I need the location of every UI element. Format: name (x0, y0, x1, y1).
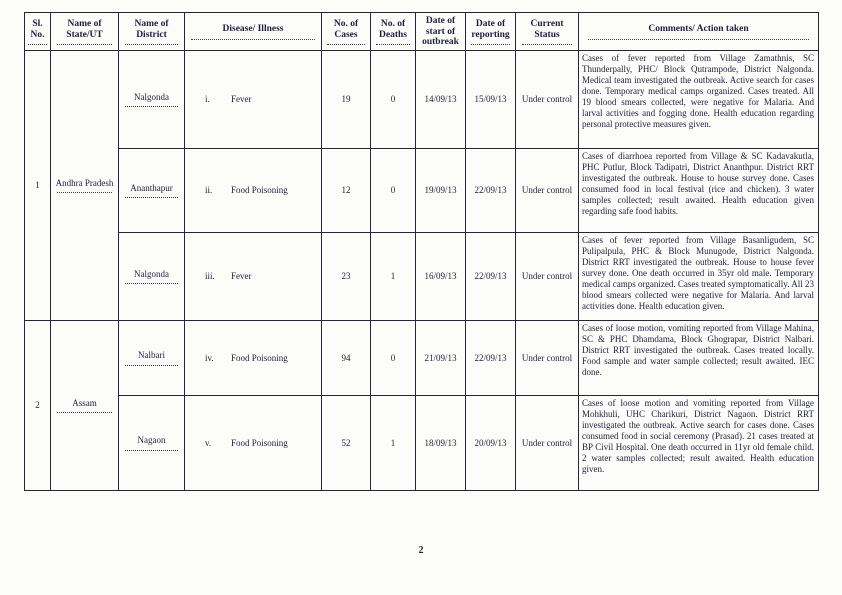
district-name: Nalbari (138, 350, 165, 361)
dotted-leader (191, 36, 315, 40)
start-date-cell: 18/09/13 (416, 396, 466, 491)
disease-name: Fever (231, 94, 252, 105)
disease-index: iii. (205, 271, 215, 282)
cases-cell: 94 (322, 321, 371, 396)
disease-index: v. (205, 437, 212, 448)
disease-cell (185, 233, 322, 321)
sl-no: 1 (35, 180, 40, 191)
dotted-leader (125, 103, 177, 107)
table-row (25, 233, 819, 321)
district-name: Ananthapur (130, 182, 173, 193)
sl-no: 2 (35, 400, 40, 411)
disease-name: Food Poisoning (231, 437, 288, 448)
dotted-leader (125, 194, 177, 198)
state-cell (51, 321, 119, 491)
disease-cell (185, 321, 322, 396)
reporting-date-cell: 22/09/13 (466, 233, 516, 321)
district-cell (119, 51, 185, 149)
header-label: No. of Deaths (379, 18, 407, 40)
table-row (25, 321, 819, 396)
header-disease (185, 13, 322, 51)
deaths-cell: 0 (371, 149, 416, 233)
disease-name: Fever (231, 271, 252, 282)
status-cell: Under control (516, 233, 579, 321)
comments-cell: Cases of loose motion and vomiting reported from Village Mohkhuli, UHC Charikuri, District Nagaon. District RRT investigated the outbreak. Active search for cases done. Cases consumed food in social ceremony (Prasad). 21 cases treated at BP Civil Hospital. One death occurred in 11yr old female child. 2 water samples collected; result awaited. Health education given. (579, 396, 819, 491)
status-cell: Under control (516, 149, 579, 233)
header-state (51, 13, 119, 51)
table-row (25, 51, 819, 149)
cases-cell: 52 (322, 396, 371, 491)
disease-index: ii. (205, 185, 213, 196)
start-date-cell: 14/09/13 (416, 51, 466, 149)
header-label: Date of reporting (471, 18, 510, 40)
header-deaths (371, 13, 416, 51)
dotted-leader (376, 41, 410, 45)
sl-no-cell (25, 321, 51, 491)
status-cell: Under control (516, 51, 579, 149)
dotted-leader (522, 41, 572, 45)
district-cell (119, 321, 185, 396)
header-cases (322, 13, 371, 51)
district-name: Nalgonda (134, 91, 169, 102)
dotted-leader (471, 41, 510, 45)
dotted-leader (57, 41, 111, 45)
header-reporting-date (466, 13, 516, 51)
sl-no-cell (25, 51, 51, 321)
header-start-date (416, 13, 466, 51)
status-cell: Under control (516, 321, 579, 396)
dotted-leader (125, 447, 177, 451)
dotted-leader (57, 189, 111, 193)
deaths-cell: 0 (371, 51, 416, 149)
outbreak-report-table (24, 12, 819, 491)
district-cell (119, 149, 185, 233)
dotted-leader (125, 362, 177, 366)
cases-cell: 12 (322, 149, 371, 233)
dotted-leader (28, 41, 46, 45)
header-label: Comments/ Action taken (648, 24, 749, 35)
table-row (25, 149, 819, 233)
disease-index: iv. (205, 352, 214, 363)
deaths-cell: 0 (371, 321, 416, 396)
district-cell (119, 396, 185, 491)
deaths-cell: 1 (371, 233, 416, 321)
disease-cell (185, 51, 322, 149)
state-cell (51, 51, 119, 321)
header-label: Sl. No. (30, 18, 45, 40)
district-cell (119, 233, 185, 321)
header-label: Current Status (530, 18, 564, 40)
comments-cell: Cases of loose motion, vomiting reported from Village Mahina, SC & PHC Dhamdama, Block Ghograpar, District Nalbari. District RRT investigated the outbreak. Cases treated locally. Food sample and water sample collected; result awaited. IEC done. (579, 321, 819, 396)
disease-name: Food Poisoning (231, 352, 288, 363)
comments-cell: Cases of diarrhoea reported from Village & SC Kadavakutla, PHC Putlur, Block Tadipatri, District Ananthpur. District RRT investigated the outbreak. House to house survey done. Cases consumed food in local festival (rice and chicken). 3 water samples collected; result awaited. Health education given regarding safe food habits. (579, 149, 819, 233)
comments-cell: Cases of fever reported from Village Zamathnis, SC Thunderpally, PHC/ Block Qutrampode, District Nalgonda. Medical team investigated the outbreak. Active search for cases done. Temporary medical camps organized. Cases treated. All 19 blood smears collected, were negative for Malaria. And larval activities and fogging done. Health education regarding personal protective measures given. (579, 51, 819, 149)
deaths-cell: 1 (371, 396, 416, 491)
reporting-date-cell: 20/09/13 (466, 396, 516, 491)
header-label: No. of Cases (333, 18, 359, 40)
disease-cell (185, 149, 322, 233)
dotted-leader (57, 409, 111, 413)
header-label: Date of start of outbreak (422, 15, 459, 48)
start-date-cell: 16/09/13 (416, 233, 466, 321)
reporting-date-cell: 22/09/13 (466, 149, 516, 233)
cases-cell: 23 (322, 233, 371, 321)
dotted-leader (125, 41, 177, 45)
district-name: Nalgonda (134, 268, 169, 279)
header-comments (579, 13, 819, 51)
status-cell: Under control (516, 396, 579, 491)
disease-name: Food Poisoning (231, 185, 288, 196)
dotted-leader (125, 280, 177, 284)
header-label: Disease/ Illness (222, 24, 284, 35)
cases-cell: 19 (322, 51, 371, 149)
disease-cell (185, 396, 322, 491)
header-status (516, 13, 579, 51)
state-name: Assam (72, 397, 97, 408)
table-row (25, 396, 819, 491)
header-district (119, 13, 185, 51)
dotted-leader (588, 36, 809, 40)
start-date-cell: 19/09/13 (416, 149, 466, 233)
header-label: Name of District (134, 18, 169, 40)
district-name: Nagaon (137, 435, 166, 446)
table-header-row (25, 13, 819, 51)
header-label: Name of State/UT (66, 18, 103, 40)
reporting-date-cell: 15/09/13 (466, 51, 516, 149)
disease-index: i. (205, 94, 210, 105)
page-number: 2 (418, 545, 424, 556)
comments-cell: Cases of fever reported from Village Basanligudem, SC Pulipalpula, PHC & Block Munugode, District Nalgonda. District RRT investigated the outbreak. House to house fever survey done. One death occurred in 35yr old male. Temporary medical camps organized. Cases treated symptomatically. All 23 blood smears collected were negative for Malaria. And larval activities done. Health education given. (579, 233, 819, 321)
dotted-leader (327, 41, 365, 45)
header-sl-no (25, 13, 51, 51)
start-date-cell: 21/09/13 (416, 321, 466, 396)
state-name: Andhra Pradesh (55, 177, 114, 188)
reporting-date-cell: 22/09/13 (466, 321, 516, 396)
